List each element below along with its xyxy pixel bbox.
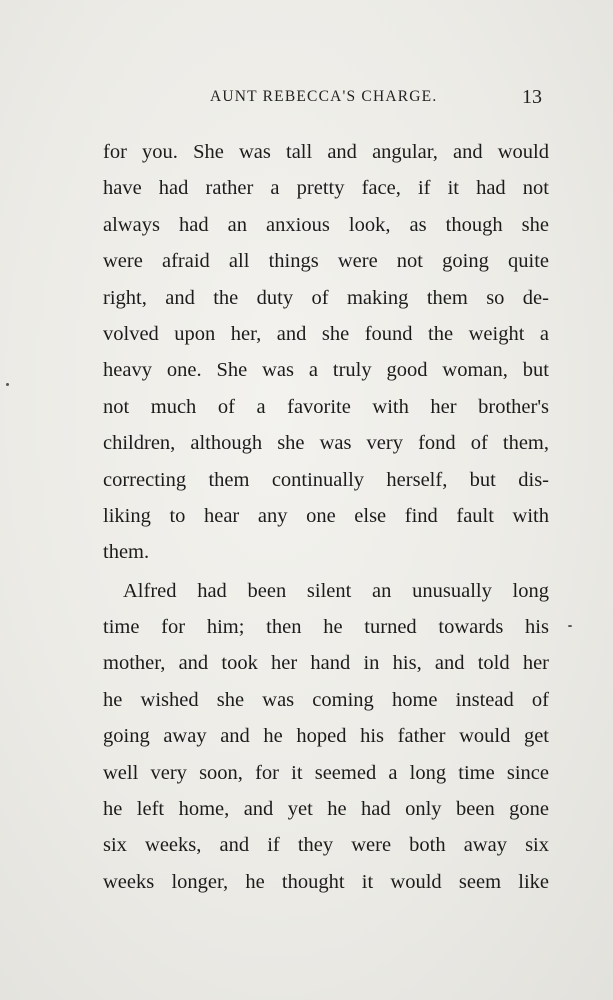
text-line: he left home, and yet he had only been gone: [103, 798, 549, 821]
running-head: AUNT REBECCA'S CHARGE.: [210, 88, 438, 105]
text-line: volved upon her, and she found the weight a: [103, 322, 549, 345]
text-line: heavy one. She was a truly good woman, but: [103, 359, 549, 382]
text-line: well very soon, for it seemed a long time since: [103, 761, 549, 784]
text-line: time for him; then he turned towards his: [103, 616, 549, 639]
text-line: going away and he hoped his father would get: [103, 725, 549, 748]
text-line: them.: [103, 541, 150, 564]
paper-speck: [568, 625, 572, 627]
text-line: were afraid all things were not going quite: [103, 250, 549, 273]
paragraph: [103, 573, 549, 901]
text-line: right, and the duty of making them so de-: [103, 286, 549, 309]
text-line: liking to hear any one else find fault with: [103, 504, 549, 527]
paragraph: [103, 134, 549, 571]
text-line: he wished she was coming home instead of: [103, 688, 549, 711]
text-line: for you. She was tall and angular, and would: [103, 141, 549, 163]
text-line: six weeks, and if they were both away six: [103, 834, 549, 857]
paper-speck: [6, 383, 9, 386]
text-line: Alfred had been silent an unusually long: [123, 579, 549, 602]
text-line: correcting them continually herself, but dis-: [103, 468, 549, 491]
text-line: not much of a favorite with her brother's: [103, 395, 549, 418]
text-line: weeks longer, he thought it would seem like: [103, 870, 549, 893]
text-line: have had rather a pretty face, if it had not: [103, 177, 549, 200]
body-text: [103, 134, 549, 900]
text-line: children, although she was very fond of them,: [103, 432, 549, 455]
page-number: 13: [522, 86, 542, 108]
text-line: always had an anxious look, as though she: [103, 213, 549, 236]
text-line: mother, and took her hand in his, and told her: [103, 652, 549, 675]
